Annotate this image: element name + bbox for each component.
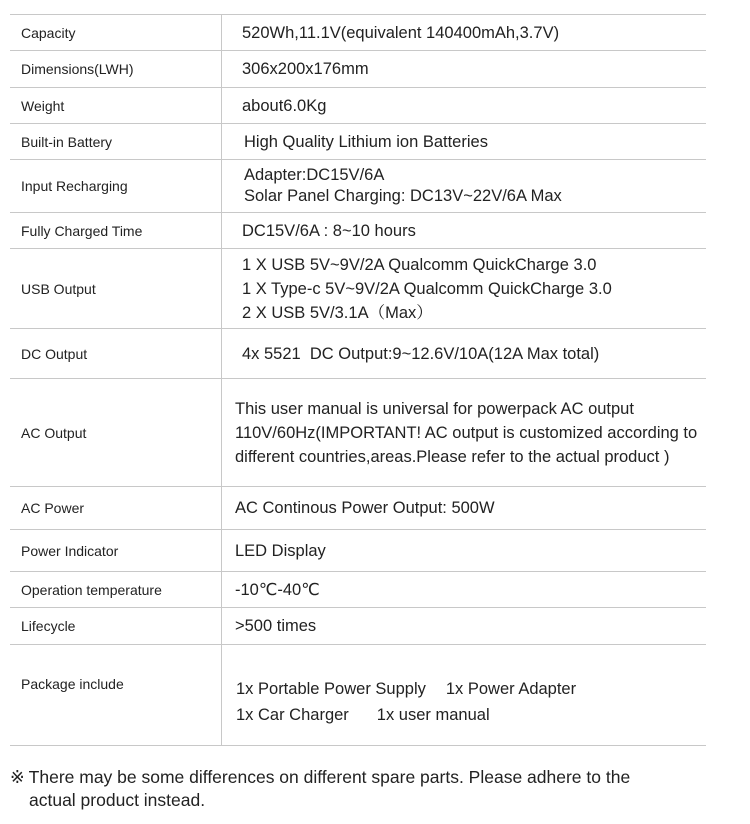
spec-label: Fully Charged Time — [10, 213, 222, 248]
spec-row-package-include — [10, 645, 706, 746]
package-item: 1x Portable Power Supply — [236, 680, 426, 698]
spec-value — [222, 160, 706, 212]
spec-label: AC Power — [10, 487, 222, 529]
spec-row-weight — [10, 88, 706, 124]
spec-row-capacity — [10, 15, 706, 51]
spec-label: Lifecycle — [10, 608, 222, 644]
footnote-text: actual product instead. — [29, 790, 206, 810]
spec-row-fully-charged-time — [10, 213, 706, 249]
spec-value — [222, 379, 706, 486]
spec-value-line: 110V/60Hz(IMPORTANT! AC output is customized according to — [235, 423, 698, 442]
spec-value-line: -10℃-40℃ — [235, 580, 320, 599]
spec-value-line: This user manual is universal for powerpack AC output — [235, 399, 634, 418]
package-item: 1x Power Adapter — [445, 680, 577, 698]
spec-row-built-in-battery — [10, 124, 706, 160]
spec-label: Capacity — [10, 15, 222, 50]
reference-mark-icon: ※ — [10, 767, 25, 787]
spec-value-line: >500 times — [235, 617, 317, 635]
spec-row-usb-output — [10, 249, 706, 329]
spec-value-line: 4x 5521 DC Output:9~12.6V/10A(12A Max total) — [242, 344, 600, 363]
spec-row-ac-output — [10, 379, 706, 487]
spec-value — [222, 329, 706, 378]
spec-value — [222, 213, 706, 248]
package-line — [236, 702, 706, 728]
spec-value — [222, 124, 706, 159]
package-item: 1x Car Charger — [236, 706, 349, 724]
spec-value-line: 1 X Type-c 5V~9V/2A Qualcomm QuickCharge 3.0 — [242, 279, 612, 298]
spec-value-line: Solar Panel Charging: DC13V~22V/6A Max — [244, 187, 562, 205]
spec-value-line: Adapter:DC15V/6A — [244, 166, 385, 184]
spec-row-dc-output — [10, 329, 706, 379]
spec-value — [222, 608, 706, 644]
spec-value — [222, 15, 706, 50]
spec-label: AC Output — [10, 379, 222, 486]
spec-row-operation-temperature — [10, 572, 706, 608]
spec-label: Weight — [10, 88, 222, 123]
spec-value — [222, 487, 706, 529]
spec-row-lifecycle — [10, 608, 706, 645]
spec-value-line: LED Display — [235, 541, 326, 560]
spec-value-line: High Quality Lithium ion Batteries — [244, 132, 488, 151]
spec-value — [222, 530, 706, 571]
spec-row-ac-power — [10, 487, 706, 530]
spec-value-line: 520Wh,11.1V(equivalent 140400mAh,3.7V) — [242, 23, 560, 42]
footnote-text: There may be some differences on different spare parts. Please adhere to the — [28, 767, 631, 787]
spec-value-line: 1 X USB 5V~9V/2A Qualcomm QuickCharge 3.0 — [242, 255, 597, 274]
footnote — [10, 766, 710, 812]
spec-label: Built-in Battery — [10, 124, 222, 159]
spec-value — [222, 572, 706, 607]
spec-row-power-indicator — [10, 530, 706, 572]
spec-value-line: about6.0Kg — [242, 96, 327, 115]
spec-row-dimensions — [10, 51, 706, 88]
package-item: 1x user manual — [376, 706, 490, 724]
spec-value-line: different countries,areas.Please refer to the actual product ) — [235, 447, 670, 466]
spec-label: Operation temperature — [10, 572, 222, 607]
spec-label: Input Recharging — [10, 160, 222, 212]
spec-value-line: AC Continous Power Output: 500W — [235, 499, 495, 517]
footnote-line — [10, 766, 710, 789]
spec-label: USB Output — [10, 249, 222, 328]
spec-label: Power Indicator — [10, 530, 222, 571]
spec-value — [222, 51, 706, 87]
spec-label: Package include — [10, 645, 222, 745]
spec-value-line: 306x200x176mm — [242, 60, 369, 78]
package-line — [236, 676, 706, 702]
spec-table — [10, 14, 706, 746]
spec-label: Dimensions(LWH) — [10, 51, 222, 87]
spec-value — [222, 88, 706, 123]
spec-value-line: DC15V/6A : 8~10 hours — [242, 221, 416, 240]
spec-value — [222, 645, 706, 745]
spec-value — [222, 249, 706, 328]
spec-value-line: 2 X USB 5V/3.1A（Max） — [242, 303, 433, 322]
spec-label: DC Output — [10, 329, 222, 378]
spec-row-input-recharging — [10, 160, 706, 213]
